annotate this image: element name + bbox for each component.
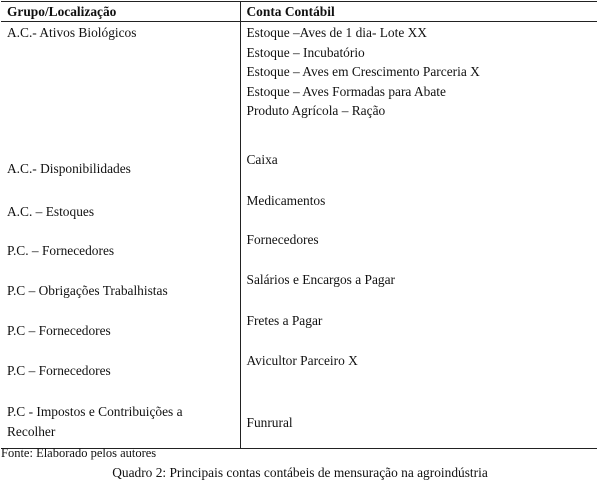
cell-grupo xyxy=(1,301,240,341)
conta-line: Estoque – Incubatório xyxy=(246,44,365,60)
grupo-line: P.C – Obrigações Trabalhistas xyxy=(7,283,168,298)
conta-line: Salários e Encargos a Pagar xyxy=(246,272,395,287)
table-row xyxy=(1,22,597,141)
grupo-line: A.C.- Ativos Biológicos xyxy=(7,25,137,40)
cell-grupo xyxy=(1,22,240,141)
cell-grupo xyxy=(1,181,240,222)
cell-conta xyxy=(240,341,597,381)
grupo-line: P.C – Fornecedores xyxy=(7,323,111,338)
conta-line: Estoque –Aves de 1 dia- Lote XX xyxy=(246,25,427,40)
table-caption: Quadro 2: Principais contas contábeis de mensuração na agroindústria xyxy=(112,465,488,480)
grupo-line: P.C - Impostos e Contribuições a xyxy=(7,404,183,419)
conta-line: Fornecedores xyxy=(246,232,319,247)
conta-line: Medicamentos xyxy=(246,192,326,208)
table-row xyxy=(1,141,597,181)
cell-conta xyxy=(240,261,597,301)
conta-line: Funrural xyxy=(246,415,293,430)
table-row xyxy=(1,341,597,381)
accounts-table xyxy=(1,1,597,449)
cell-grupo xyxy=(1,141,240,181)
conta-line: Estoque – Aves Formadas para Abate xyxy=(246,83,446,99)
cell-grupo xyxy=(1,221,240,261)
header-row xyxy=(1,2,597,22)
table-row xyxy=(1,221,597,261)
cell-grupo xyxy=(1,261,240,301)
table-row xyxy=(1,261,597,301)
source-note: Fonte: Elaborado pelos autores xyxy=(1,446,157,460)
cell-conta xyxy=(240,381,597,448)
cell-conta xyxy=(240,301,597,341)
grupo-line: A.C. – Estoques xyxy=(7,203,95,219)
grupo-line: A.C.- Disponibilidades xyxy=(7,160,131,176)
cell-conta xyxy=(240,221,597,261)
conta-line: Caixa xyxy=(246,151,278,167)
conta-line: Produto Agrícola – Ração xyxy=(246,103,386,118)
conta-line: Estoque – Aves em Crescimento Parceria X xyxy=(246,64,480,79)
conta-line: Fretes a Pagar xyxy=(246,313,323,328)
cell-grupo xyxy=(1,341,240,381)
cell-grupo xyxy=(1,381,240,448)
conta-line: Avicultor Parceiro X xyxy=(246,353,358,368)
grupo-line: Recolher xyxy=(7,423,56,439)
cell-conta xyxy=(240,22,597,141)
table-row xyxy=(1,301,597,341)
table-row xyxy=(1,181,597,222)
table-row xyxy=(1,381,597,448)
cell-conta xyxy=(240,181,597,222)
cell-conta xyxy=(240,141,597,181)
grupo-line: P.C – Fornecedores xyxy=(7,363,111,378)
header-conta: Conta Contábil xyxy=(240,2,597,22)
grupo-line: P.C. – Fornecedores xyxy=(7,243,115,258)
header-grupo: Grupo/Localização xyxy=(1,2,240,22)
